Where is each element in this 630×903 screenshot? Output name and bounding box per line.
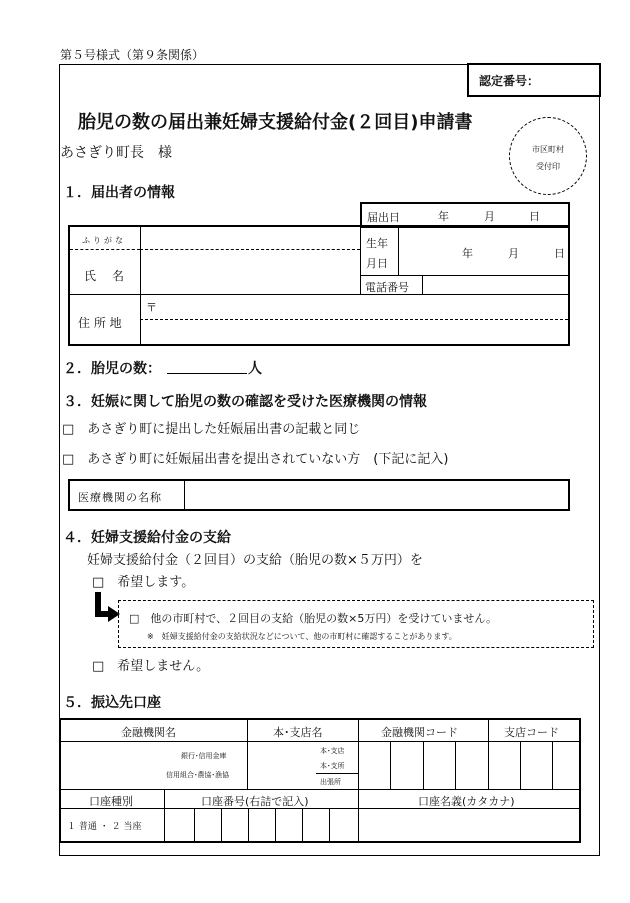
header-bank-code: 金融機関コード [381,726,458,739]
medical-institution-box[interactable] [68,479,570,511]
birth-year-label: 年 [462,247,473,260]
address-label: 住 所 地 [78,316,122,330]
certification-label: 認定番号： [479,74,540,88]
section-3-heading: ３．妊娠に関して胎児の数の確認を受けた医療機関の情報 [63,394,427,410]
certification-box [467,63,601,97]
checkbox-not-submitted[interactable]: □ あさぎり町に妊娠届出書を提出されていない方 (下記に記入) [62,452,449,467]
municipality-check-note: ※ 妊婦支援給付金の支給状況などについて、他の市町村に確認することがあります。 [147,632,457,641]
applicant-table [68,225,570,346]
section-5-heading: ５．振込先口座 [63,695,161,711]
addressee: あさぎり町長 様 [60,145,172,161]
birth-day-label: 日 [554,247,565,260]
bank-account-table [59,718,581,843]
birth-label-1: 生年 [366,237,388,250]
header-bank-name: 金融機関名 [121,726,176,739]
postal-mark: 〒 [146,301,157,314]
form-label: 第５号様式（第９条関係） [60,48,205,62]
stamp-line-2: 受付印 [536,162,560,171]
checkbox-same-as-pregnancy-notice[interactable]: □ あさぎり町に提出した妊娠届出書の記載と同じ [62,422,361,437]
checkbox-wish[interactable]: □ 希望します。 [92,575,195,590]
header-account-holder: 口座名義(カタカナ) [418,795,515,808]
birth-month-label: 月 [508,247,519,260]
fetus-unit: 人 [248,361,262,377]
notification-date-label: 届出日 [367,211,400,224]
name-label: 氏 名 [84,269,127,283]
header-branch-name: 本･支店名 [273,726,323,739]
reception-stamp-area [509,117,587,195]
day-label: 日 [529,210,540,223]
bank-type-2: 信用組合･農協･漁協 [166,771,229,779]
furigana-label: ふりがな [82,236,126,245]
month-label: 月 [484,210,495,223]
checkbox-no-wish[interactable]: □ 希望しません。 [92,659,210,674]
branch-type-3: 出張所 [320,778,341,786]
year-label: 年 [438,210,449,223]
support-description: 妊婦支援給付金（２回目）の支給（胎児の数×５万円）を [87,553,423,568]
account-type-value[interactable]: １ 普通 ・ ２ 当座 [67,822,142,832]
header-account-type: 口座種別 [89,795,133,808]
page-title: 胎児の数の届出兼妊婦支援給付金(２回目)申請書 [78,112,473,133]
checkbox-no-other-municipality[interactable]: □ 他の市町村で、２回目の支給（胎児の数×5万円）を受けていません。 [129,612,498,625]
section-1-heading: １．届出者の情報 [63,185,175,201]
birth-label-2: 月日 [366,257,388,270]
header-branch-code: 支店コード [504,726,559,739]
other-municipality-box [118,600,594,648]
bank-type-1: 銀行･信用金庫 [181,752,227,760]
phone-label: 電話番号 [365,281,409,294]
section-4-heading: ４．妊婦支援給付金の支給 [63,530,231,546]
header-account-number: 口座番号(右詰で記入) [201,795,309,808]
section-2-heading: ２．胎児の数： [63,361,161,377]
fetus-count-line[interactable] [167,373,247,374]
medical-institution-label: 医療機関の名称 [78,491,162,504]
stamp-line-1: 市区町村 [532,145,564,154]
branch-type-1: 本･支店 [320,747,345,755]
branch-type-2: 本･支所 [320,762,345,770]
